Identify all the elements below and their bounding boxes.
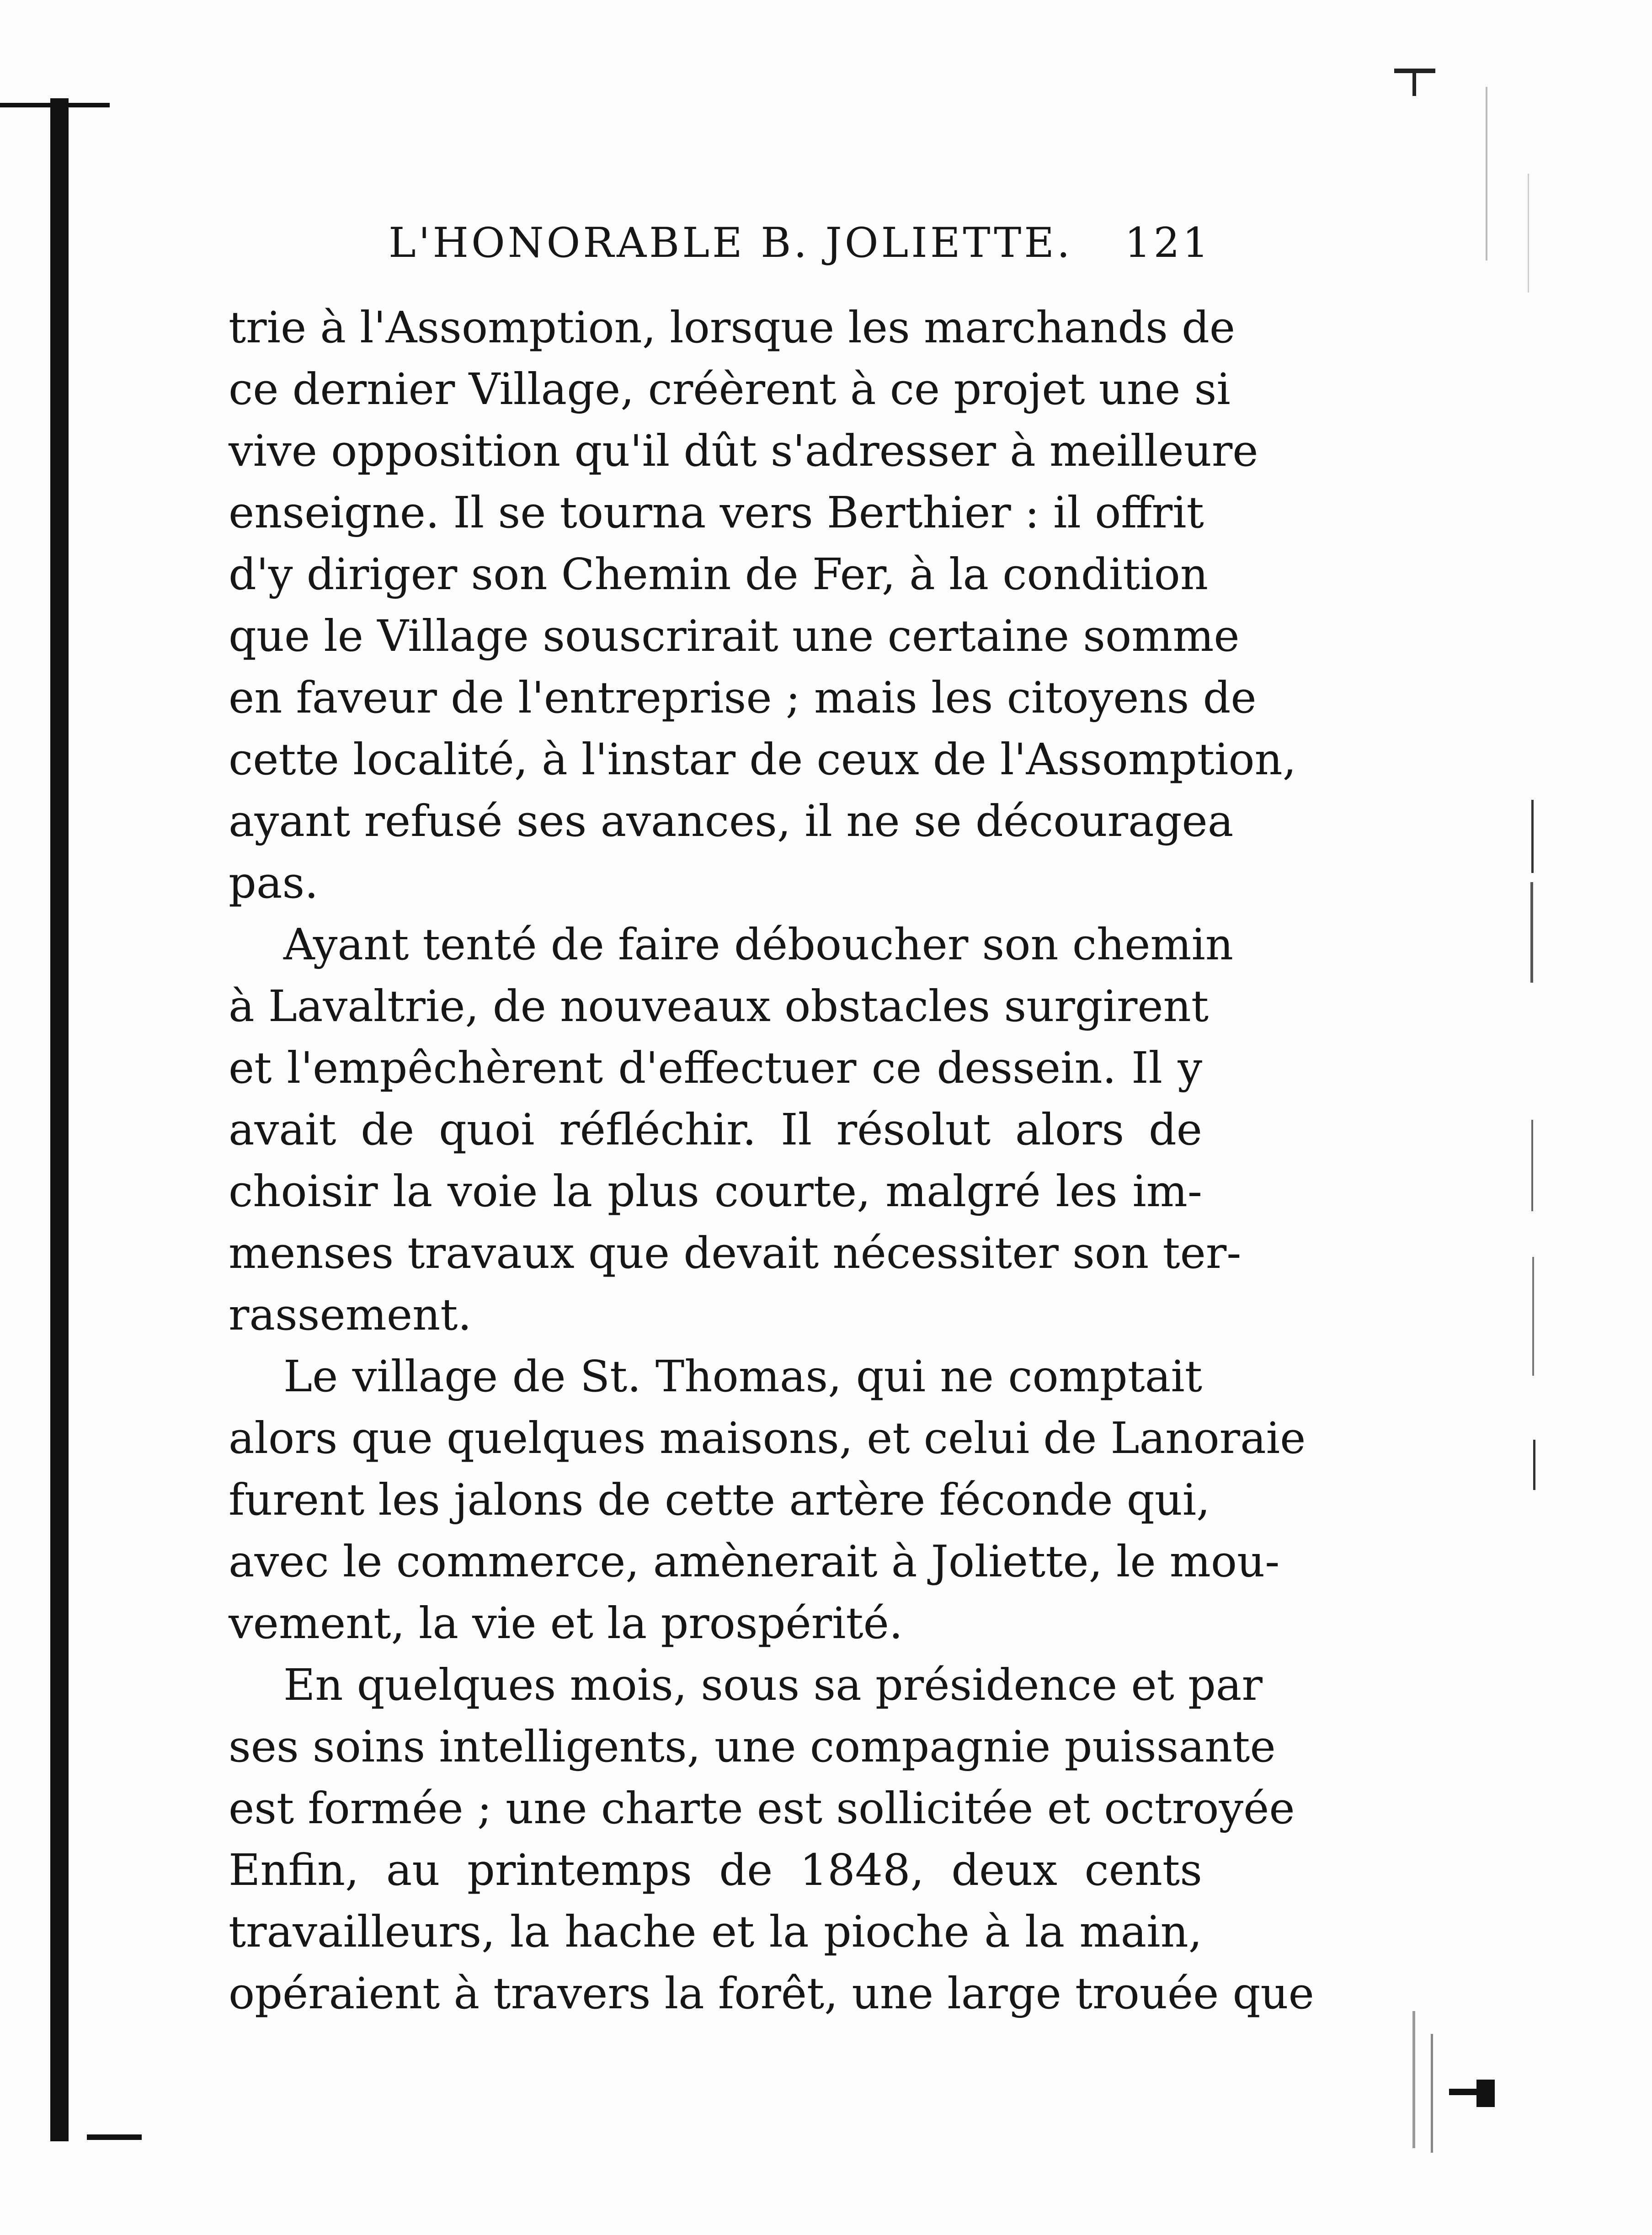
text-line: avait de quoi réfléchir. Il résolut alors de [229,1105,1202,1155]
paragraph-3 [229,1346,1306,1655]
text-line: à Lavaltrie, de nouveaux obstacles surgirent [229,981,1209,1032]
text-line: rassement. [229,1290,472,1340]
text-line: alors que quelques maisons, et celui de Lanoraie [229,1413,1306,1463]
text-line: ses soins intelligents, une compagnie puissante [229,1722,1276,1772]
text-line: opéraient à travers la forêt, une large trouée que [229,1969,1314,2019]
text-line: avec le commerce, amènerait à Joliette, le mou- [229,1537,1280,1587]
text-line: menses travaux que devait nécessiter son ter- [229,1228,1242,1278]
page-number: 121 [1124,219,1211,267]
text-line: Le village de St. Thomas, qui ne comptait [283,1352,1202,1402]
text-line: cette localité, à l'instar de ceux de l'Assomption, [229,734,1296,785]
text-line: vive opposition qu'il dût s'adresser à meilleure [229,426,1258,476]
body-text [229,297,1314,2025]
text-line: travailleurs, la hache et la pioche à la main, [229,1907,1202,1957]
paragraph-4 [229,1655,1314,2025]
text-line: est formée ; une charte est sollicitée et octroyée [229,1783,1295,1834]
binding-edge-bottom [87,2134,142,2140]
scan-edge-artifacts [1394,69,1545,2171]
text-line: En quelques mois, sous sa présidence et par [283,1660,1263,1710]
text-line: ayant refusé ses avances, il ne se découragea [229,796,1234,846]
text-line: enseigne. Il se tourna vers Berthier : il offrit [229,488,1204,538]
text-line: furent les jalons de cette artère féconde qui, [229,1475,1210,1525]
text-line: et l'empêchèrent d'effectuer ce dessein. Il y [229,1043,1202,1093]
text-line: Ayant tenté de faire déboucher son chemin [283,920,1234,970]
text-line: en faveur de l'entreprise ; mais les citoyens de [229,673,1257,723]
text-line: trie à l'Assomption, lorsque les marchands de [229,303,1236,353]
paragraph-1 [229,297,1296,914]
text-line: pas. [229,858,319,908]
text-line: Enfin, au printemps de 1848, deux cents [229,1845,1202,1895]
text-line: d'y diriger son Chemin de Fer, à la condition [229,549,1209,600]
text-line: choisir la voie la plus courte, malgré les im- [229,1166,1202,1217]
binding-spine [50,98,69,2141]
running-head-title: L'HONORABLE B. JOLIETTE. [389,219,1073,267]
text-line: ce dernier Village, créèrent à ce projet une si [229,364,1231,415]
running-head [389,211,1211,275]
text-line: que le Village souscrirait une certaine somme [229,611,1240,661]
text-line: vement, la vie et la prospérité. [229,1598,903,1649]
paragraph-2 [229,914,1242,1346]
